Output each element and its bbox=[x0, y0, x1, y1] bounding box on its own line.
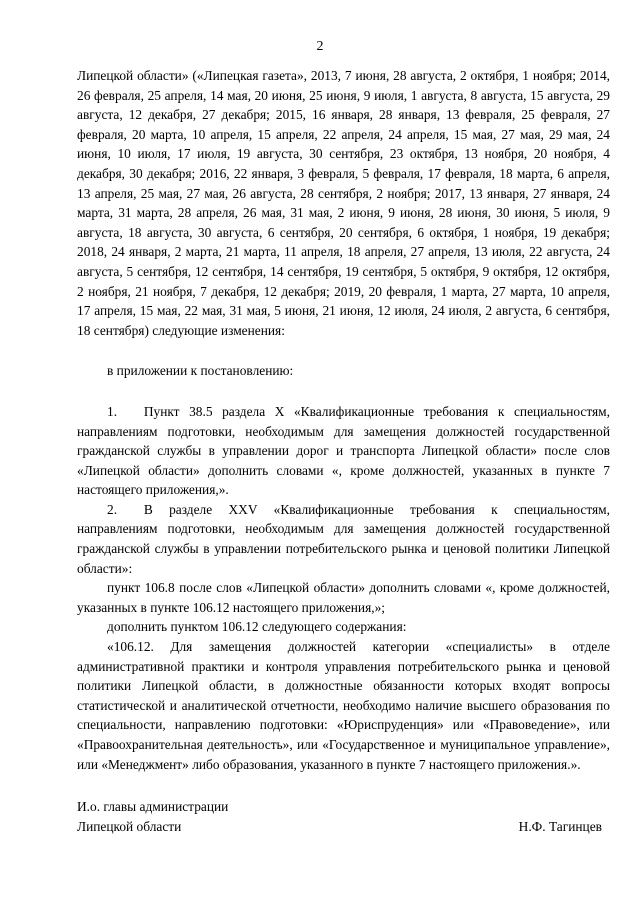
appendix-line: в приложении к постановлению: bbox=[107, 363, 294, 379]
item-2-paragraph: 2. В разделе XXV «Квалификационные требования к специальностям, направлениям подготовки, необходимым для замещения должностей государственной гражданской службы в управлении потребительского рынка и ценовой политики Липецкой области»: bbox=[77, 501, 610, 576]
document-body bbox=[77, 66, 610, 774]
item-1-paragraph: 1. Пункт 38.5 раздела X «Квалификационные требования к специальностям, направлениям подготовки, необходимым для замещения должностей государственной гражданской службы в управлении дорог и транспорта Липецкой области» после слов «Липецкой области» дополнить словами «, кроме должностей, указанных в пункте 7 настоящего приложения,». bbox=[77, 403, 610, 498]
page-number: 2 bbox=[316, 39, 324, 54]
item-2-add-paragraph: дополнить пунктом 106.12 следующего содержания: bbox=[107, 619, 407, 635]
signature-block bbox=[77, 797, 610, 836]
signature-title-line-1: И.о. главы администрации bbox=[77, 799, 229, 814]
item-2-quote-paragraph: «106.12. Для замещения должностей категории «специалисты» в отделе административной практики и контроля управления потребительского рынка и ценовой политики Липецкой области, в должностные обязанности которых входят вопросы статистической и аналитической отчетности, необходимо наличие высшего образования по специальности, направлению подготовки: «Юриспруденция» или «Правоведение», или «Правоохранительная деятельность», или «Государственное и муниципальное управление», или «Менеджмент» либо образования, указанного в пункте 7 настоящего приложения.». bbox=[77, 639, 610, 772]
item-2-point-paragraph: пункт 106.8 после слов «Липецкой области» дополнить словами «, кроме должностей, указанных в пункте 106.12 настоящего приложения,»; bbox=[77, 580, 610, 615]
signature-title-line-2: Липецкой области bbox=[77, 818, 182, 834]
signature-row bbox=[77, 817, 610, 837]
intro-paragraph: Липецкой области» («Липецкая газета», 2013, 7 июня, 28 августа, 2 октября, 1 ноября; 2014, 26 февраля, 25 апреля, 14 мая, 20 июня, 25 июня, 9 июля, 1 августа, 8 августа, 15 августа, 29 августа, 12 декабря, 27 декабря; 2015, 16 января, 28 января, 13 февраля, 25 февраля, 27 февраля, 20 марта, 10 апреля, 15 апреля, 22 апреля, 24 апреля, 15 мая, 27 мая, 29 мая, 24 июня, 10 июля, 17 июля, 19 августа, 30 сентября, 23 октября, 13 ноября, 20 ноября, 4 декабря, 30 декабря; 2016, 22 января, 3 февраля, 5 февраля, 17 февраля, 18 марта, 6 апреля, 13 апреля, 25 мая, 27 мая, 26 августа, 28 сентября, 2 ноября; 2017, 13 января, 27 января, 24 марта, 31 марта, 28 апреля, 26 мая, 31 мая, 2 июня, 9 июня, 28 июня, 30 июня, 5 июля, 9 августа, 18 августа, 30 августа, 6 сентября, 20 сентября, 6 октября, 1 ноября, 19 декабря; 2018, 24 января, 2 марта, 21 марта, 11 апреля, 18 апреля, 27 апреля, 13 июля, 22 августа, 24 августа, 5 сентября, 12 сентября, 14 сентября, 19 сентября, 5 октября, 9 октября, 12 октября, 2 ноября, 21 ноября, 7 декабря, 12 декабря; 2019, 20 февраля, 1 марта, 27 марта, 10 апреля, 17 апреля, 15 мая, 22 мая, 31 мая, 5 июня, 21 июня, 12 июля, 24 июля, 2 августа, 6 сентября, 18 сентября) следующие изменения: bbox=[77, 68, 610, 338]
signatory-name: Н.Ф. Тагинцев bbox=[518, 818, 602, 834]
